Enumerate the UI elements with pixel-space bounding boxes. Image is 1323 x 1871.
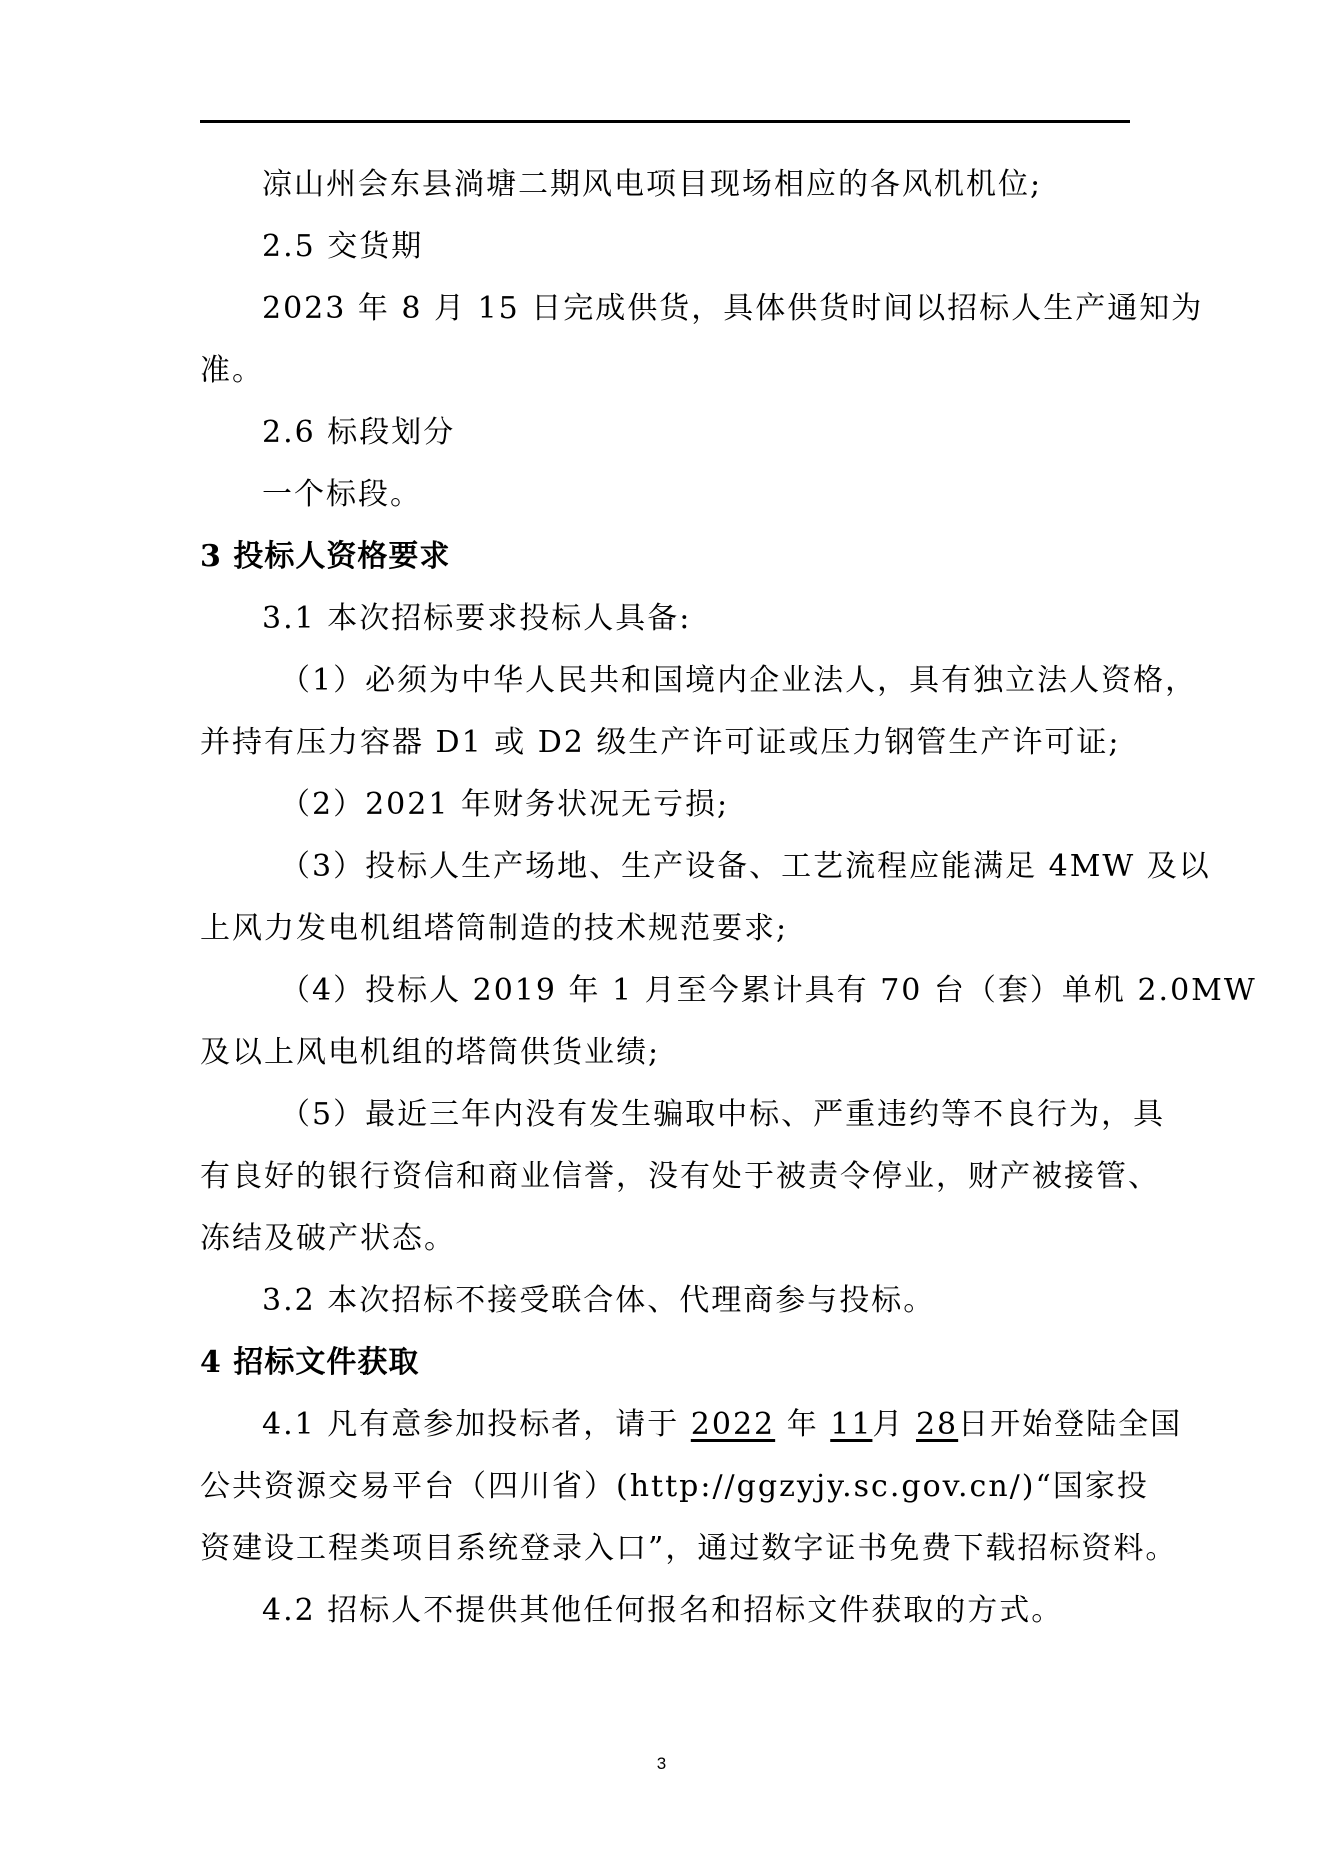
underlined-year: 2022	[690, 1407, 776, 1442]
document-body	[200, 154, 1257, 1642]
text-fragment: 4.1 凡有意参加投标者，请于	[262, 1407, 691, 1442]
text-line: 凉山州会东县淌塘二期风电项目现场相应的各风机机位;	[262, 167, 1043, 202]
text-line: （4）投标人 2019 年 1 月至今累计具有 70 台（套）单机 2.0MW	[280, 973, 1257, 1008]
text-line: 及以上风电机组的塔筒供货业绩;	[200, 1035, 661, 1070]
section-heading-2-6: 2.6 标段划分	[262, 415, 456, 450]
text-line: （2）2021 年财务状况无亏损;	[280, 787, 730, 822]
text-line: 准。	[200, 353, 264, 388]
text-line-4-1	[200, 1394, 1183, 1456]
text-fragment: 月	[872, 1407, 916, 1442]
section-heading-4: 4 招标文件获取	[200, 1345, 420, 1380]
text-line: （5）最近三年内没有发生骗取中标、严重违约等不良行为，具	[280, 1097, 1166, 1132]
text-fragment: 年	[775, 1407, 831, 1442]
text-line: 资建设工程类项目系统登录入口”，通过数字证书免费下载招标资料。	[200, 1531, 1178, 1566]
section-heading-2-5: 2.5 交货期	[262, 229, 424, 264]
text-line: 一个标段。	[262, 477, 422, 512]
text-fragment: 日开始登陆全国	[958, 1407, 1183, 1442]
section-heading-3: 3 投标人资格要求	[200, 539, 451, 574]
underlined-day: 28	[915, 1407, 959, 1442]
text-line: （1）必须为中华人民共和国境内企业法人，具有独立法人资格，	[280, 663, 1198, 698]
page-number: 3	[656, 1754, 667, 1773]
text-line: 3.2 本次招标不接受联合体、代理商参与投标。	[262, 1283, 936, 1318]
text-line-url: 公共资源交易平台（四川省）(http://ggzyjy.sc.gov.cn/)“国家投	[200, 1469, 1149, 1504]
text-line: 有良好的银行资信和商业信誉，没有处于被责令停业，财产被接管、	[200, 1159, 1160, 1194]
underlined-month: 11	[830, 1407, 873, 1442]
text-line: 4.2 招标人不提供其他任何报名和招标文件获取的方式。	[262, 1593, 1064, 1628]
text-line: 上风力发电机组塔筒制造的技术规范要求;	[200, 911, 789, 946]
text-line: 冻结及破产状态。	[200, 1221, 456, 1256]
text-line: 并持有压力容器 D1 或 D2 级生产许可证或压力钢管生产许可证;	[200, 725, 1121, 760]
text-line: 2023 年 8 月 15 日完成供货，具体供货时间以招标人生产通知为	[262, 291, 1204, 326]
header-rule	[200, 120, 1130, 123]
text-line: 3.1 本次招标要求投标人具备:	[262, 601, 692, 636]
text-line: （3）投标人生产场地、生产设备、工艺流程应能满足 4MW 及以	[280, 849, 1211, 884]
